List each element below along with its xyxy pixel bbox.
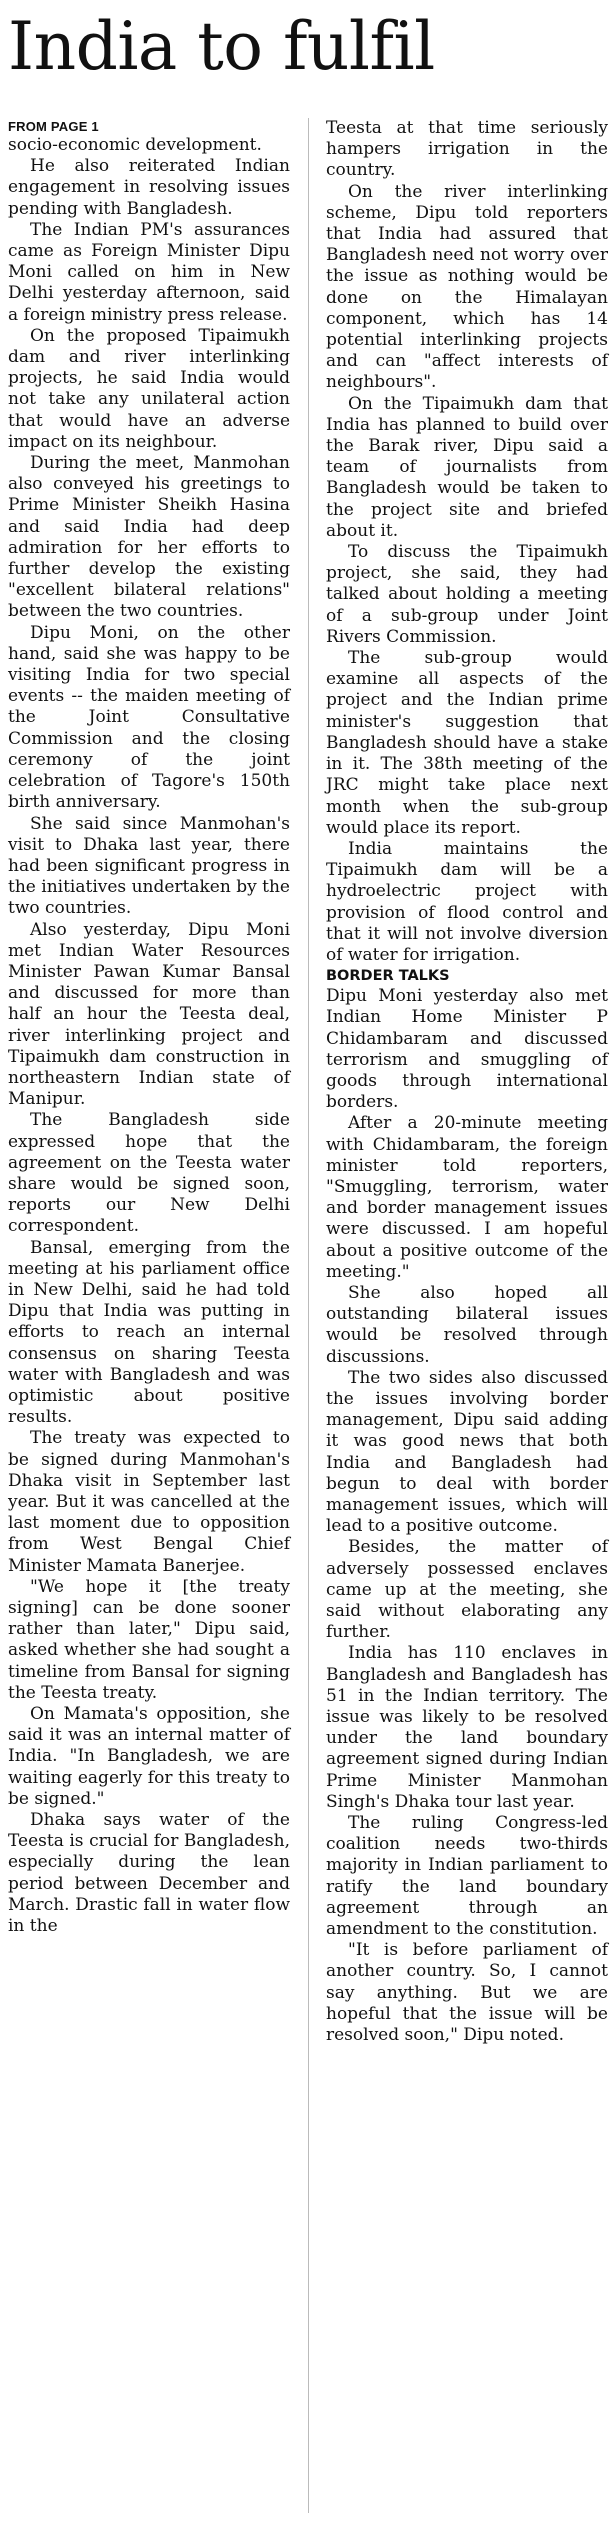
continuation-kicker: FROM PAGE 1 [8, 119, 99, 134]
paragraph: "It is before parliament of another country. So, I cannot say anything. But we are hopeful that the issue will be resolved soon," Dipu noted. [326, 1940, 608, 2046]
paragraph: The two sides also discussed the issues involving border management, Dipu said adding it was good news that both India and Bangladesh had begun to deal with border management issues, which will lead to a positive outcome. [326, 1367, 608, 1537]
paragraph: She also hoped all outstanding bilateral issues would be resolved through discussions. [326, 1282, 608, 1367]
paragraph: The Bangladesh side expressed hope that the agreement on the Teesta water share would be signed soon, reports our New Delhi correspondent. [8, 1110, 290, 1237]
paragraph: During the meet, Manmohan also conveyed his greetings to Prime Minister Sheikh Hasina and said India had deep admiration for her efforts to further develop the existing "excellent bilateral relations" between the two countries. [8, 453, 290, 622]
right-column [326, 118, 608, 2046]
paragraph: Teesta at that time seriously hampers irrigation in the country. [326, 118, 608, 181]
section-subhead: BORDER TALKS [326, 968, 450, 985]
paragraph: Bansal, emerging from the meeting at his parliament office in New Delhi, said he had told Dipu that India was putting in efforts to reach an internal consensus on sharing Teesta water with Bangladesh and was optimistic about positive results. [8, 1237, 290, 1428]
paragraph: Dipu Moni yesterday also met Indian Home Minister P Chidambaram and discussed terrorism and smuggling of goods through international borders. [326, 986, 608, 1113]
column-divider [308, 118, 309, 2513]
paragraph: The sub-group would examine all aspects of the project and the Indian prime minister's suggestion that Bangladesh should have a stake in it. The 38th meeting of the JRC might take place next month when the sub-group would place its report. [326, 648, 608, 838]
paragraph: She said since Manmohan's visit to Dhaka last year, there had been significant progress in the initiatives undertaken by the two countries. [8, 813, 290, 919]
paragraph: To discuss the Tipaimukh project, she said, they had talked about holding a meeting of a sub-group under Joint Rivers Commission. [326, 542, 608, 647]
paragraph: On Mamata's opposition, she said it was an internal matter of India. "In Bangladesh, we are waiting eagerly for this treaty to be signed." [8, 1704, 290, 1809]
paragraph: Dhaka says water of the Teesta is crucial for Bangladesh, especially during the lean period between December and March. Drastic fall in water flow in the [8, 1810, 290, 1937]
paragraph: The ruling Congress-led coalition needs two-thirds majority in Indian parliament to ratify the land boundary agreement through an amendment to the constitution. [326, 1813, 608, 1940]
paragraph: Also yesterday, Dipu Moni met Indian Water Resources Minister Pawan Kumar Bansal and discussed for more than half an hour the Teesta deal, river interlinking project and Tipaimukh dam construction in northeastern Indian state of Manipur. [8, 919, 290, 1110]
paragraph: The treaty was expected to be signed during Manmohan's Dhaka visit in September last year. But it was cancelled at the last moment due to opposition from West Bengal Chief Minister Mamata Banerjee. [8, 1428, 290, 1576]
paragraph: Besides, the matter of adversely possessed enclaves came up at the meeting, she said without elaborating any further. [326, 1537, 608, 1643]
paragraph: "We hope it [the treaty signing] can be done sooner rather than later," Dipu said, asked whether she had sought a timeline from Bansal for signing the Teesta treaty. [8, 1576, 290, 1703]
left-column [8, 118, 290, 1937]
paragraph: Dipu Moni, on the other hand, said she was happy to be visiting India for two special events -- the maiden meeting of the Joint Consultative Commission and the closing ceremony of the joint celebration of Tagore's 150th birth anniversary. [8, 622, 290, 813]
paragraph: The Indian PM's assurances came as Foreign Minister Dipu Moni called on him in New Delhi yesterday afternoon, said a foreign ministry press release. [8, 219, 290, 325]
paragraph: On the Tipaimukh dam that India has planned to build over the Barak river, Dipu said a team of journalists from Bangladesh would be taken to the project site and briefed about it. [326, 393, 608, 541]
paragraph: On the river interlinking scheme, Dipu told reporters that India had assured that Bangladesh need not worry over the issue as nothing would be done on the Himalayan component, which has 14 potential interlinking projects and can "affect interests of neighbours". [326, 181, 608, 393]
article-body [8, 118, 610, 2513]
headline: India to fulfil [8, 8, 435, 85]
paragraph: socio-economic development. [8, 135, 262, 155]
paragraph: He also reiterated Indian engagement in resolving issues pending with Bangladesh. [8, 156, 290, 219]
paragraph: After a 20-minute meeting with Chidambaram, the foreign minister told reporters, "Smuggling, terrorism, water and border management issues were discussed. I am hopeful about a positive outcome of the meeting." [326, 1113, 608, 1282]
paragraph: On the proposed Tipaimukh dam and river interlinking projects, he said India would not take any unilateral action that would have an adverse impact on its neighbour. [8, 325, 290, 452]
paragraph: India maintains the Tipaimukh dam will be a hydroelectric project with provision of flood control and that it will not involve diversion of water for irrigation. [326, 838, 608, 965]
paragraph: India has 110 enclaves in Bangladesh and Bangladesh has 51 in the Indian territory. The issue was likely to be resolved under the land boundary agreement signed during Indian Prime Minister Manmohan Singh's Dhaka tour last year. [326, 1643, 608, 1812]
